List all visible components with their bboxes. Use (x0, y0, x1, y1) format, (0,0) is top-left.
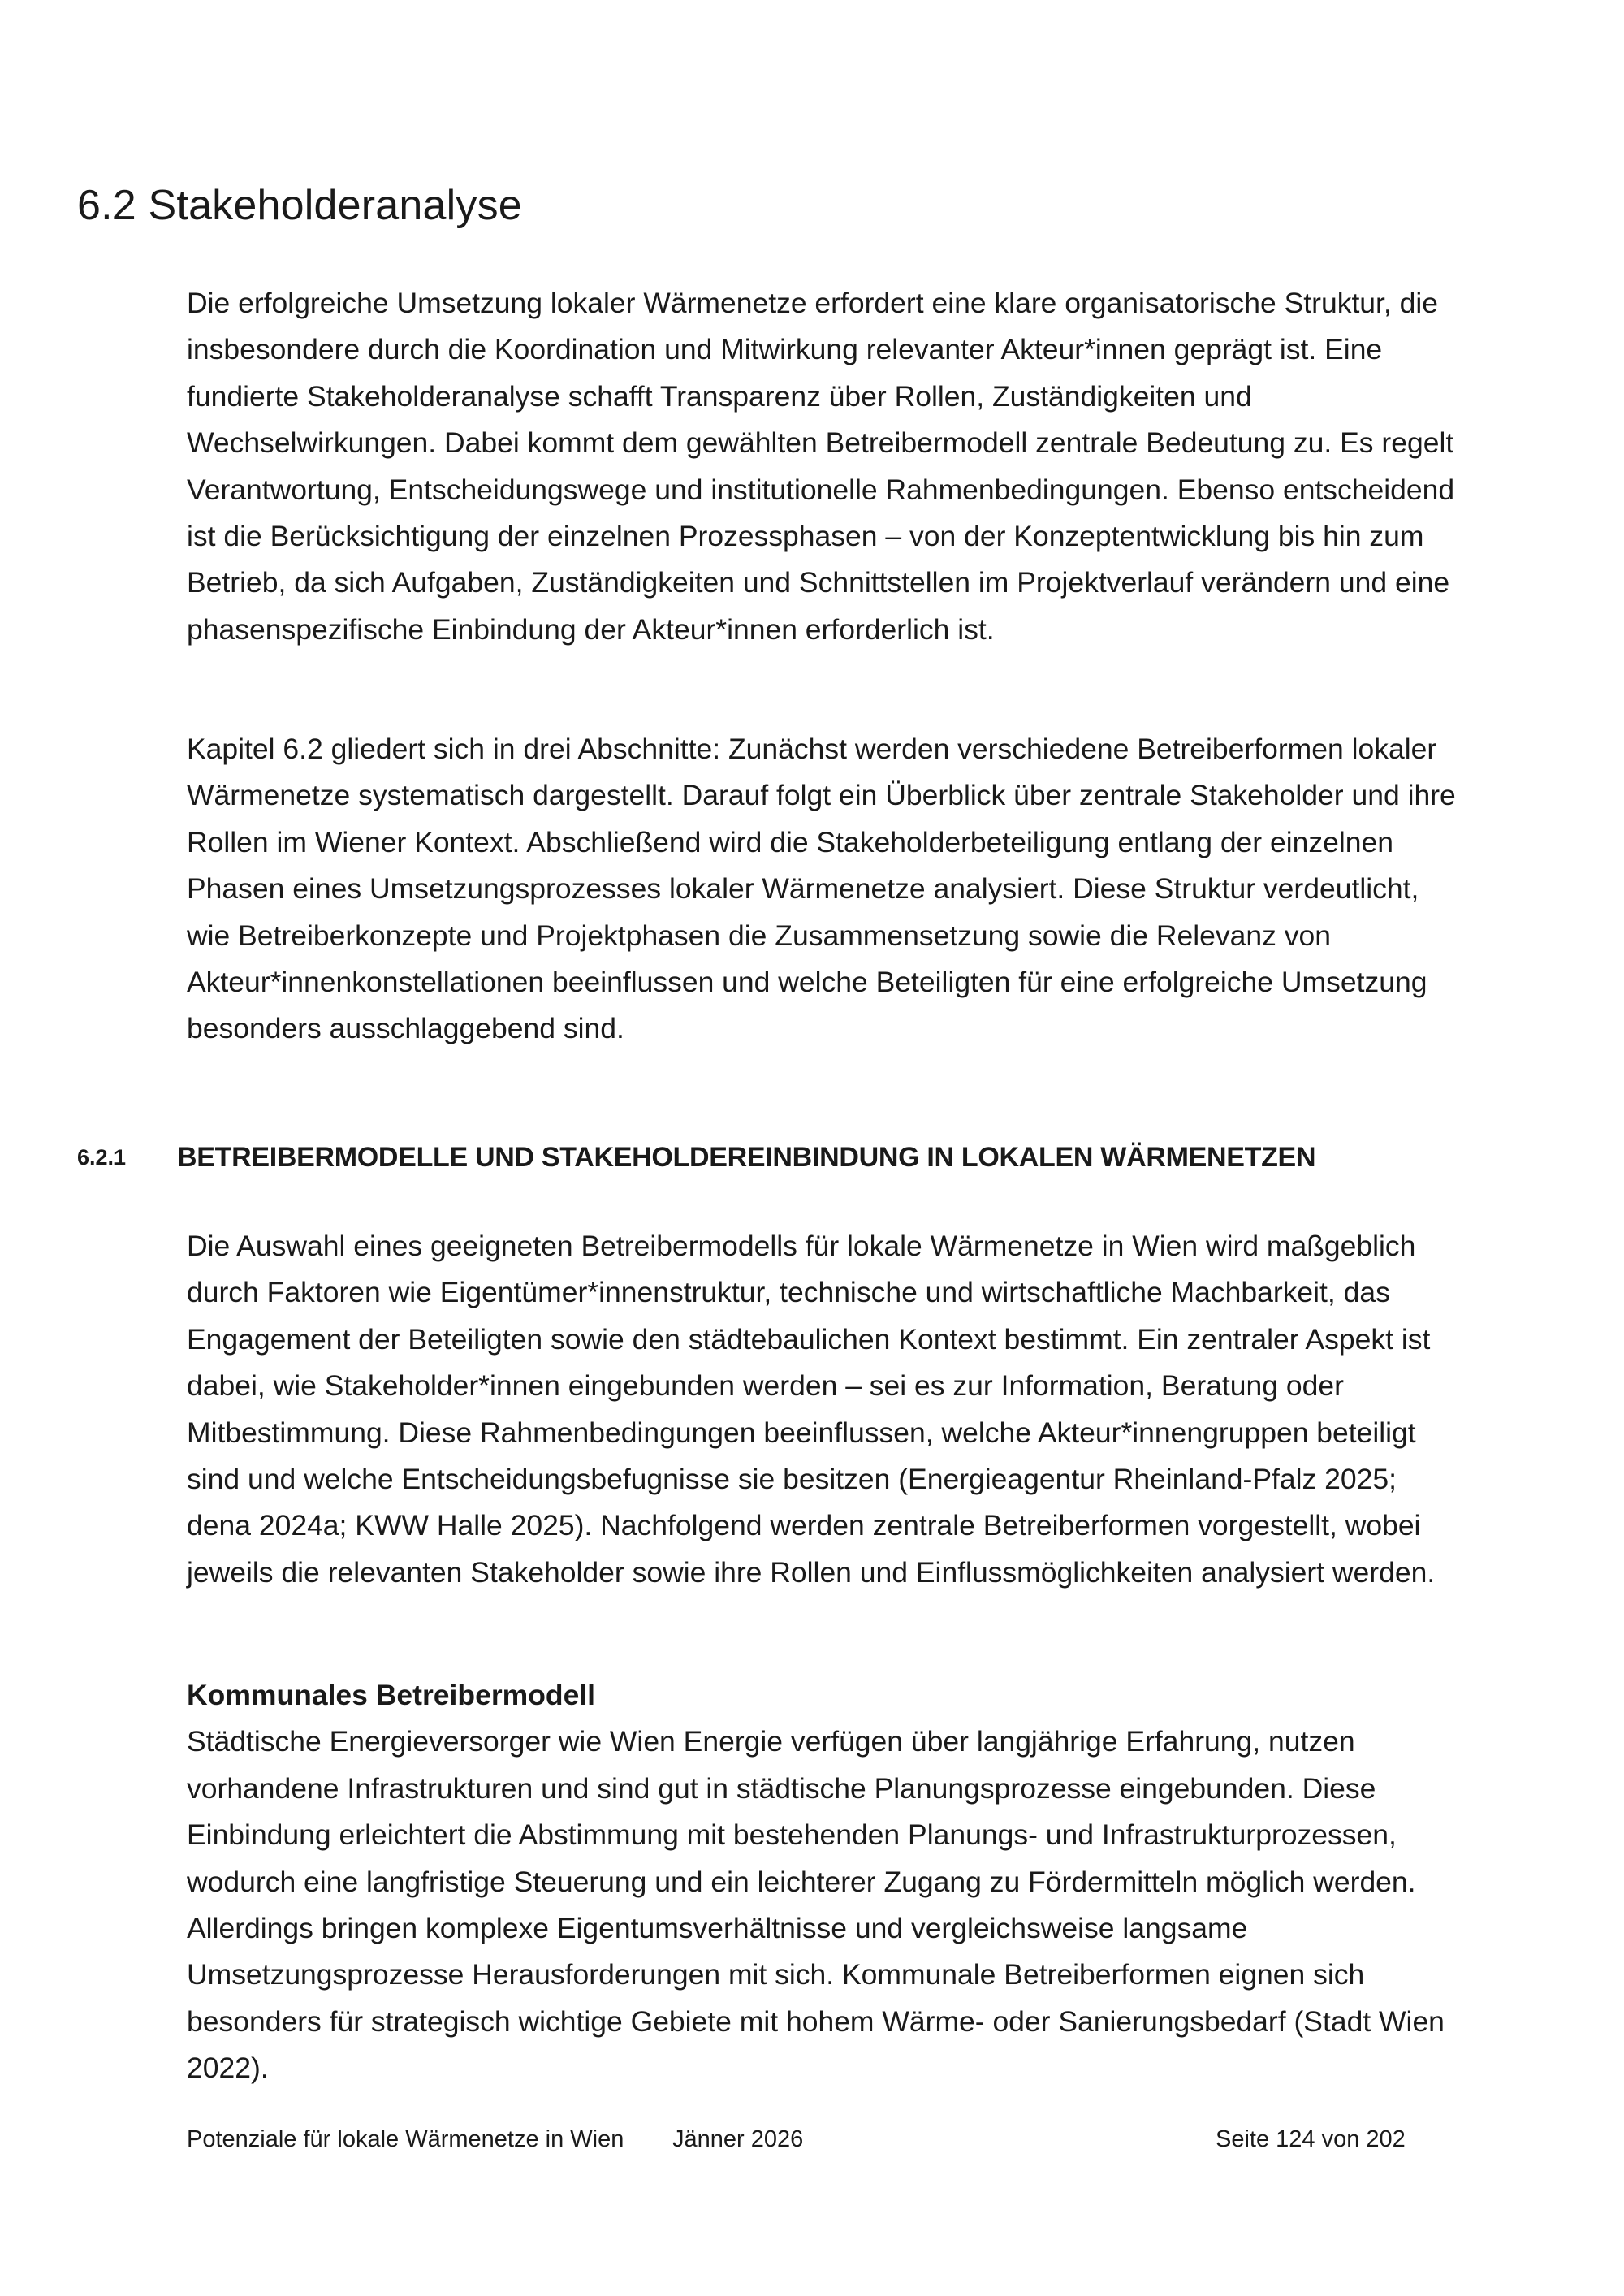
subsection-title: BETREIBERMODELLE UND STAKEHOLDEREINBINDUNG IN LOKALEN WÄRMENETZEN (177, 1142, 1316, 1173)
intro-paragraph-2 (187, 726, 1462, 1053)
page-footer (0, 2119, 1624, 2160)
section-title: 6.2 Stakeholderanalyse (77, 182, 522, 229)
kommunal-text: Städtische Energieversorger wie Wien Energie verfügen über langjährige Erfahrung, nutzen vorhandene Infrastrukturen und sind gut in städtische Planungsprozesse eingebunden. Diese Einbindung erleichtert die Abstimmung mit bestehenden Planungs- und Infrastrukturprozessen, wodurch eine langfristige Steuerung und ein leichterer Zugang zu Fördermitteln möglich werden. Allerdings bringen komplexe Eigentumsverhältnisse und vergleichsweise langsame Umsetzungsprozesse Herausforderungen mit sich. Kommunale Betreiberformen eignen sich besonders für strategisch wichtige Gebiete mit hohem Wärme- oder Sanierungsbedarf (Stadt Wien 2022). (187, 1725, 1445, 2085)
intro-paragraph-1 (187, 280, 1462, 653)
footer-page-number: Seite 124 von 202 (1216, 2126, 1406, 2152)
subsection-heading (77, 1133, 1539, 1182)
kommunal-heading: Kommunales Betreibermodell (187, 1679, 596, 1711)
subsection-number: 6.2.1 (77, 1145, 127, 1170)
paragraph-text: Die Auswahl eines geeigneten Betreibermodells für lokale Wärmenetze in Wien wird maßgeblich durch Faktoren wie Eigentümer*innenstruktur, technische und wirtschaftliche Machbarkeit, das Engagement der Beteiligten sowie den städtebaulichen Kontext bestimmt. Ein zentraler Aspekt ist dabei, wie Stakeholder*innen eingebunden werden – sei es zur Information, Beratung oder Mitbestimmung. Diese Rahmenbedingungen beeinflussen, welche Akteur*innengruppen beteiligt sind und welche Entscheidungsbefugnisse sie besitzen (Energieagentur Rheinland-Pfalz 2025; dena 2024a; KWW Halle 2025). Nachfolgend werden zentrale Betreiberformen vorgestellt, wobei jeweils die relevanten Stakeholder sowie ihre Rollen und Einflussmöglichkeiten analysiert werden. (187, 1230, 1436, 1589)
paragraph-text: Die erfolgreiche Umsetzung lokaler Wärmenetze erfordert eine klare organisatorische Struktur, die insbesondere durch die Koordination und Mitwirkung relevanter Akteur*innen geprägt ist. Eine fundierte Stakeholderanalyse schafft Transparenz über Rollen, Zuständigkeiten und Wechselwirkungen. Dabei kommt dem gewählten Betreibermodell zentrale Bedeutung zu. Es regelt Verantwortung, Entscheidungswege und institutionelle Rahmenbedingungen. Ebenso entscheidend ist die Berücksichtigung der einzelnen Prozessphasen – von der Konzeptentwicklung bis hin zum Betrieb, da sich Aufgaben, Zuständigkeiten und Schnittstellen im Projektverlauf verändern und eine phasenspezifische Einbindung der Akteur*innen erforderlich ist. (187, 287, 1455, 646)
paragraph-text: Kapitel 6.2 gliedert sich in drei Abschnitte: Zunächst werden verschiedene Betreiberformen lokaler Wärmenetze systematisch dargestellt. Darauf folgt ein Überblick über zentrale Stakeholder und ihre Rollen im Wiener Kontext. Abschließend wird die Stakeholderbeteiligung entlang der einzelnen Phasen eines Umsetzungsprozesses lokaler Wärmenetze analysiert. Diese Struktur verdeutlicht, wie Betreiberkonzepte und Projektphasen die Zusammensetzung sowie die Relevanz von Akteur*innenkonstellationen beeinflussen und welche Beteiligten für eine erfolgreiche Umsetzung besonders ausschlaggebend sind. (187, 733, 1456, 1045)
kommunal-section (187, 1672, 1462, 2092)
footer-document-title: Potenziale für lokale Wärmenetze in Wien (187, 2126, 624, 2152)
footer-date: Jänner 2026 (672, 2126, 804, 2152)
subsection-paragraph-1 (187, 1223, 1462, 1596)
